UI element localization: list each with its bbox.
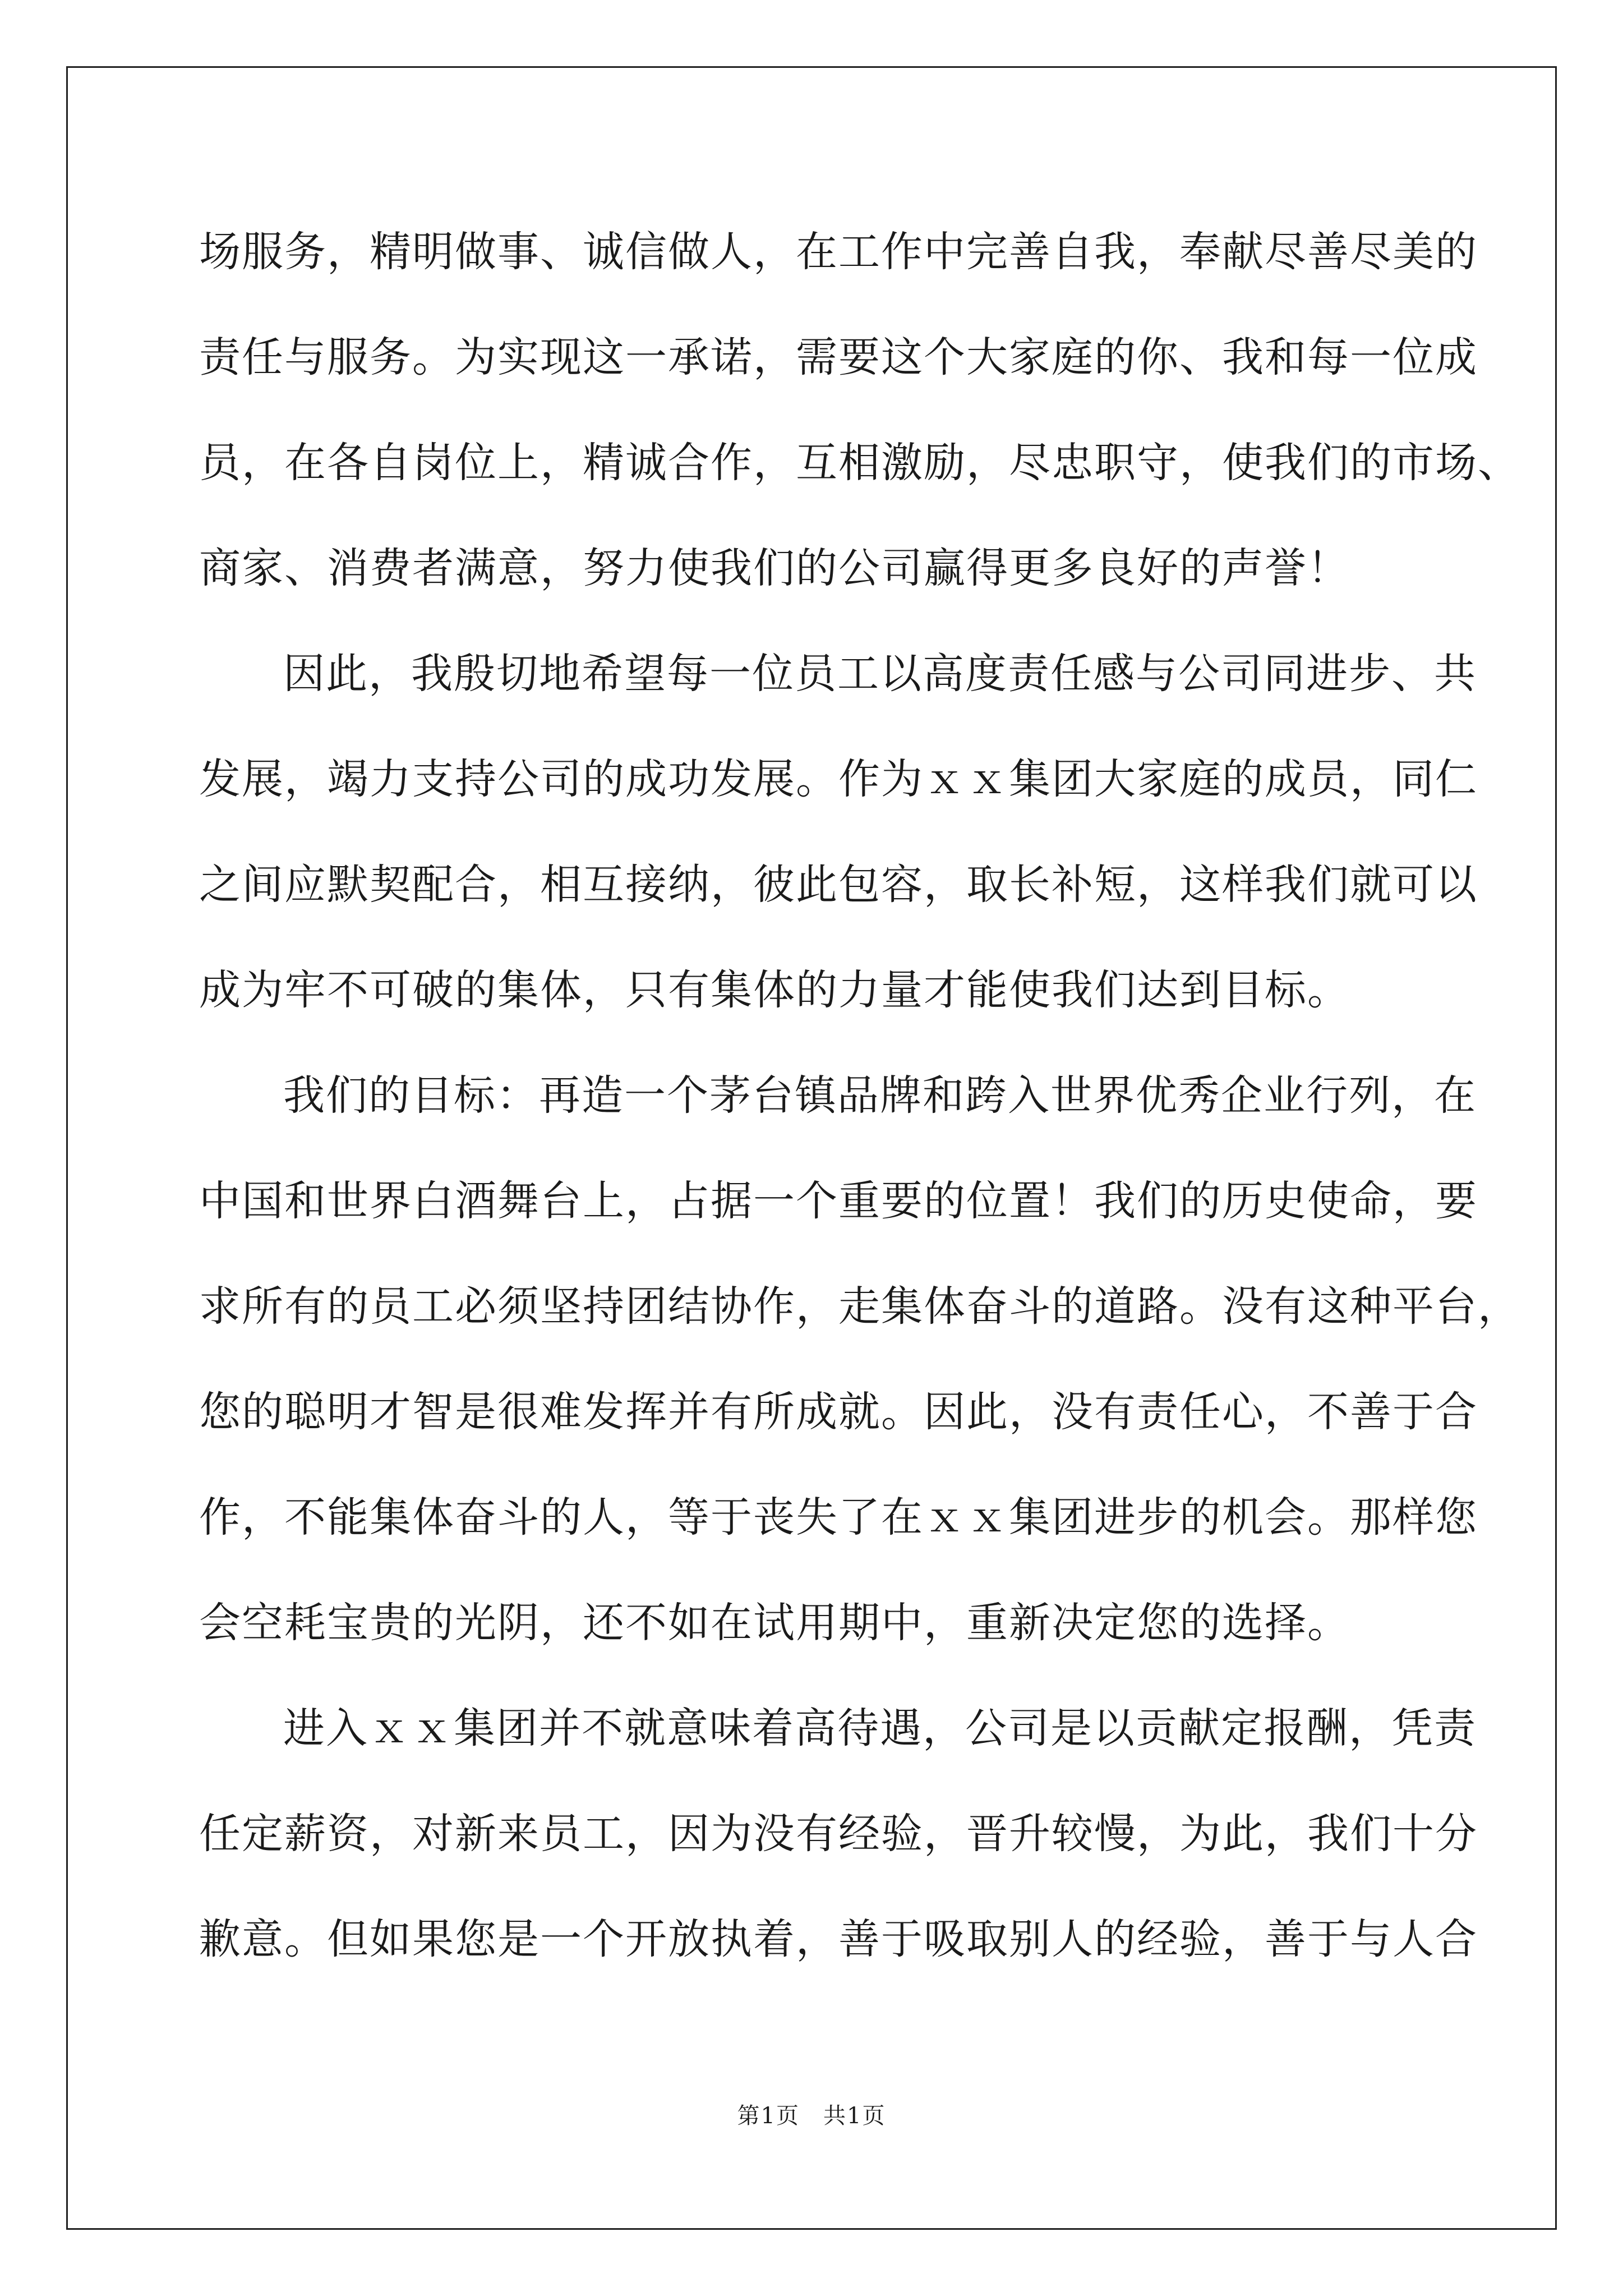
text-line-3: 员，在各自岗位上，精诚合作，互相激励，尽忠职守，使我们的市场、 — [199, 439, 1520, 487]
text-line-6: 发展，竭力支持公司的成功发展。作为ｘｘ集团大家庭的成员，同仁 — [199, 755, 1478, 803]
paragraph-2-line-1: 因此，我殷切地希望每一位员工以高度责任感与公司同进步、共 — [283, 650, 1477, 698]
document-body — [199, 199, 1520, 1992]
text-line-2: 责任与服务。为实现这一承诺，需要这个大家庭的你、我和每一位成 — [199, 333, 1478, 381]
text-line-14: 会空耗宝贵的光阴，还不如在试用期中，重新决定您的选择。 — [199, 1599, 1350, 1647]
text-line-13: 作，不能集体奋斗的人，等于丧失了在ｘｘ集团进步的机会。那样您 — [199, 1493, 1478, 1542]
page-number-footer: 第1页 共1页 — [737, 2103, 886, 2129]
text-line-4: 商家、消费者满意，努力使我们的公司赢得更多良好的声誉！ — [199, 544, 1350, 592]
text-line-16: 任定薪资，对新来员工，因为没有经验，晋升较慢，为此，我们十分 — [199, 1810, 1478, 1858]
paragraph-3-line-1: 我们的目标：再造一个茅台镇品牌和跨入世界优秀企业行列，在 — [283, 1071, 1477, 1120]
text-line-11: 求所有的员工必须坚持团结协作，走集体奋斗的道路。没有这种平台， — [199, 1282, 1520, 1331]
text-line-8: 成为牢不可破的集体，只有集体的力量才能使我们达到目标。 — [199, 966, 1350, 1014]
text-line-17: 歉意。但如果您是一个开放执着，善于吸取别人的经验，善于与人合 — [199, 1915, 1478, 1963]
text-line-12: 您的聪明才智是很难发挥并有所成就。因此，没有责任心，不善于合 — [199, 1388, 1478, 1436]
paragraph-4-line-1: 进入ｘｘ集团并不就意味着高待遇，公司是以贡献定报酬，凭责 — [283, 1704, 1477, 1752]
text-line-10: 中国和世界白酒舞台上，占据一个重要的位置！我们的历史使命，要 — [199, 1177, 1478, 1225]
text-line-1: 场服务，精明做事、诚信做人，在工作中完善自我，奉献尽善尽美的 — [199, 228, 1478, 276]
text-line-7: 之间应默契配合，相互接纳，彼此包容，取长补短，这样我们就可以 — [199, 861, 1478, 909]
